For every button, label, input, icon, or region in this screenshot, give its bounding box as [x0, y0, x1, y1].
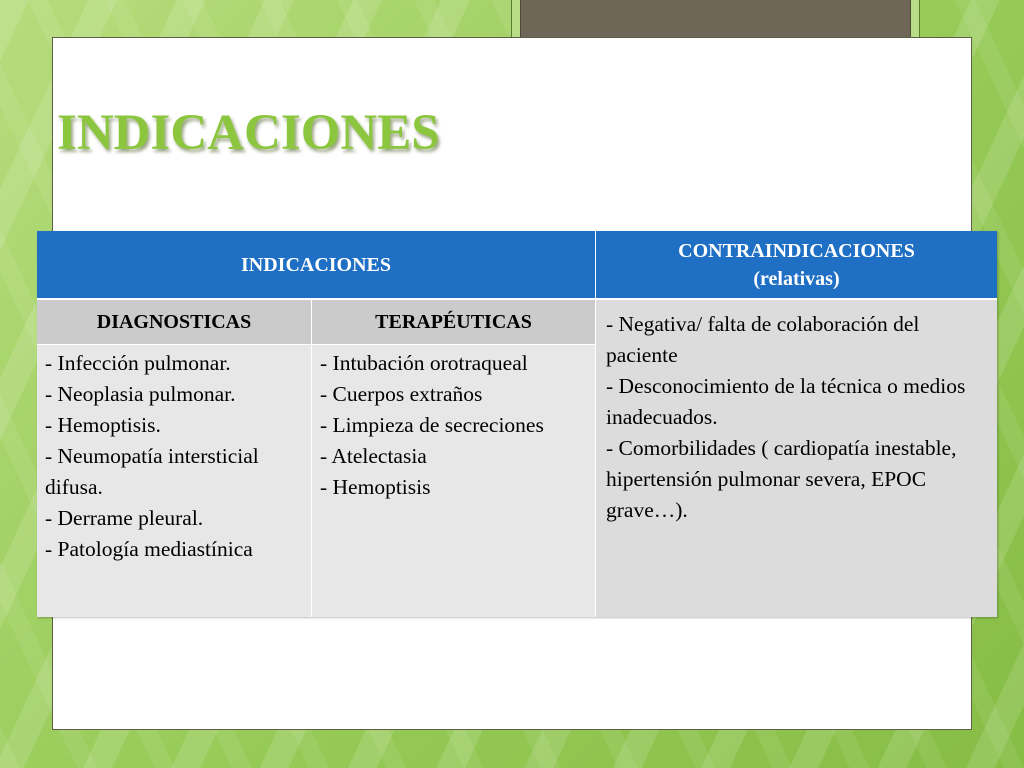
list-item: - Derrame pleural. — [45, 506, 204, 530]
header-contraindicaciones-label: CONTRAINDICACIONES — [678, 239, 915, 262]
list-item: - Comorbilidades ( cardiopatía inestable, hipertensión pulmonar severa, EPOC grave…). — [606, 436, 957, 522]
header-indicaciones — [37, 231, 596, 300]
list-item: - Intubación orotraqueal — [320, 351, 528, 375]
subheader-diagnosticas: DIAGNOSTICAS — [37, 300, 312, 345]
contraindicaciones-cell — [596, 300, 997, 617]
subheader-terapeuticas: TERAPÉUTICAS — [312, 300, 596, 345]
list-item: - Infección pulmonar. — [45, 351, 231, 375]
header-contraindicaciones-qualifier: (relativas) — [753, 267, 840, 290]
list-item: - Limpieza de secreciones — [320, 413, 544, 437]
slide-title: INDICACIONES — [57, 105, 440, 161]
list-item: - Neoplasia pulmonar. — [45, 382, 236, 406]
header-contraindicaciones — [596, 231, 997, 300]
terapeuticas-cell — [312, 345, 596, 617]
list-item: - Desconocimiento de la técnica o medios inadecuados. — [606, 374, 966, 429]
list-item: - Negativa/ falta de colaboración del paciente — [606, 312, 920, 367]
list-item: - Patología mediastínica — [45, 537, 253, 561]
header-indicaciones-label: INDICACIONES — [240, 253, 392, 276]
indications-table — [37, 231, 997, 617]
list-item: - Neumopatía intersticial difusa. — [45, 444, 259, 499]
list-item: - Hemoptisis. — [45, 413, 161, 437]
list-item: - Cuerpos extraños — [320, 382, 483, 406]
diagnosticas-cell — [37, 345, 312, 617]
list-item: - Atelectasia — [320, 444, 427, 468]
list-item: - Hemoptisis — [320, 475, 431, 499]
